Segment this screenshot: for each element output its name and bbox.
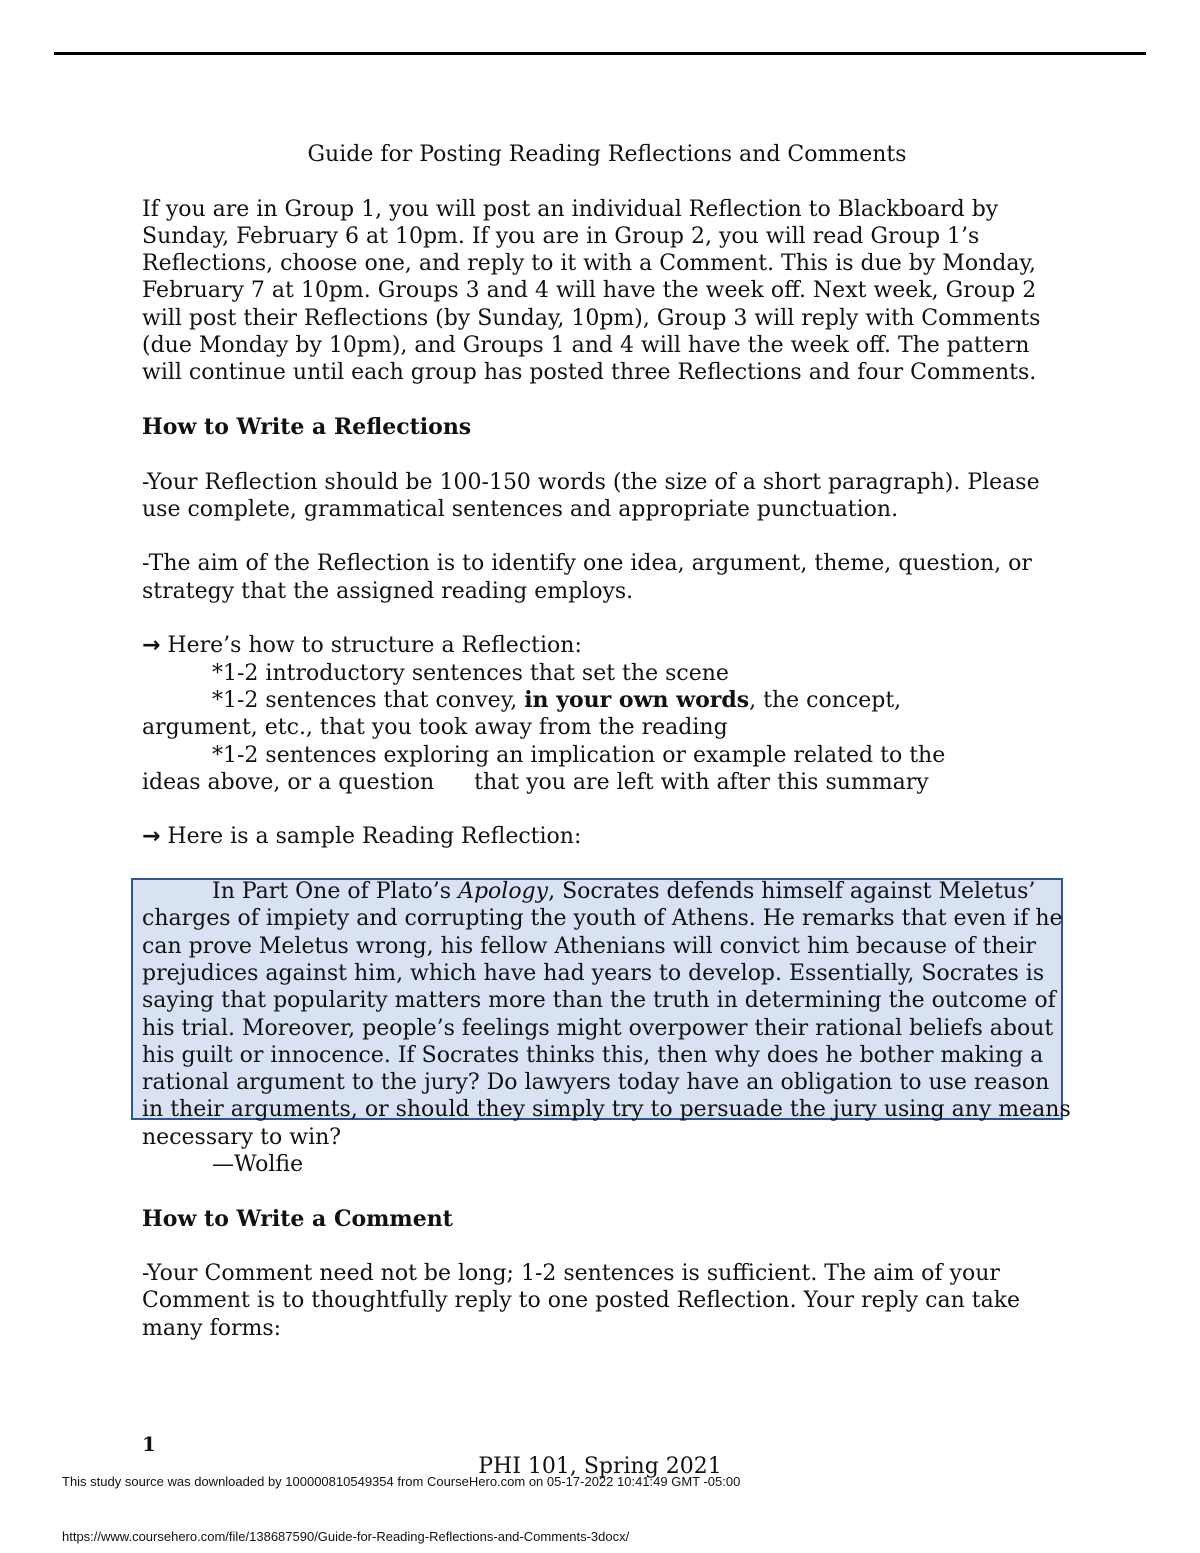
structure-item-1: *1-2 introductory sentences that set the scene (212, 660, 729, 686)
document-title: Guide for Posting Reading Reflections and Comments (307, 142, 907, 167)
comment-heading: How to Write a Comment (142, 1205, 453, 1232)
comment-text: -Your Comment need not be long; 1-2 sentences is sufficient. The aim of your Comment is to thoughtfully reply to one posted Reflection. Your reply can take many forms: (142, 1261, 1021, 1341)
structure-item-2 (142, 687, 1072, 714)
reflection-aim-rule: -The aim of the Reflection is to identify one idea, argument, theme, question, or strategy that the assigned reading employs. (142, 551, 1032, 604)
sample-intro: Here is a sample Reading Reflection: (160, 824, 582, 850)
structure-item-3-cont-b: that you are left with after this summary (474, 769, 929, 795)
sample-intro-line (142, 823, 1072, 850)
sample-body: , Socrates defends himself against Meletus’ charges of impiety and corrupting the youth of Athens. He remarks that even if he can prove Meletus wrong, his fellow Athenians will convict him because of their prejudices against him, which have had years to develop. Essentially, Socrates is saying that popularity matters more than the truth in determining the outcome of his trial. Moreover, people’s feelings might overpower their rational beliefs about his guilt or innocence. If Socrates thinks this, then why does he bother making a rational argument to the jury? Do lawyers today have an obligation to use reason in their arguments, or should they simply try to persuade the jury using any means necessary to win? (142, 879, 1071, 1150)
structure-item-2-text: *1-2 sentences that convey, (212, 687, 525, 713)
sample-work-title: Apology (458, 879, 549, 905)
source-watermark: This study source was downloaded by 100000810549354 from CourseHero.com on 05-17-2022 10:41:49 GMT -05:00 (62, 1474, 741, 1489)
reflection-length-rule: -Your Reflection should be 100-150 words (the size of a short paragraph). Please use complete, grammatical sentences and appropriate punctuation. (142, 469, 1040, 522)
structure-item-3: *1-2 sentences exploring an implication or example related to the (212, 742, 946, 768)
document-body (142, 141, 1072, 1342)
emphasis-own-words: in your own words (524, 686, 750, 713)
arrow-right-icon: → (142, 824, 161, 850)
structure-intro: Here’s how to structure a Reflection: (160, 633, 582, 659)
structure-item-3-cont-a: ideas above, or a question (142, 769, 435, 795)
sample-reflection-text (142, 878, 1072, 1151)
course-footer: PHI 101, Spring 2021 (478, 1454, 722, 1479)
structure-intro-line (142, 632, 1072, 659)
page-number: 1 (142, 1432, 156, 1456)
header-rule (54, 52, 1146, 55)
sample-reflection (142, 878, 1072, 1178)
structure-item-2-continued: argument, etc., that you took away from the reading (142, 715, 728, 741)
reflection-heading: How to Write a Reflections (142, 413, 472, 440)
sample-lead: In Part One of Plato’s (212, 879, 459, 905)
structure-item-2-tail: , the concept, (749, 687, 902, 713)
structure-item-3-continued (142, 769, 1072, 796)
intro-paragraph: If you are in Group 1, you will post an individual Reflection to Blackboard by Sunday, February 6 at 10pm. If you are in Group 2, you will read Group 1’s Reflections, choose one, and reply to it with a Comment. This is due by Monday, February 7 at 10pm. Groups 3 and 4 will have the week off. Next week, Group 2 will post their Reflections (by Sunday, 10pm), Group 3 will reply with Comments (due Monday by 10pm), and Groups 1 and 4 will have the week off. The pattern will continue until each group has posted three Reflections and four Comments. (142, 196, 1041, 386)
sample-signature: —Wolfie (212, 1151, 304, 1177)
source-url: https://www.coursehero.com/file/138687590/Guide-for-Reading-Reflections-and-Comments-3docx/ (62, 1529, 630, 1544)
arrow-right-icon: → (142, 633, 161, 659)
